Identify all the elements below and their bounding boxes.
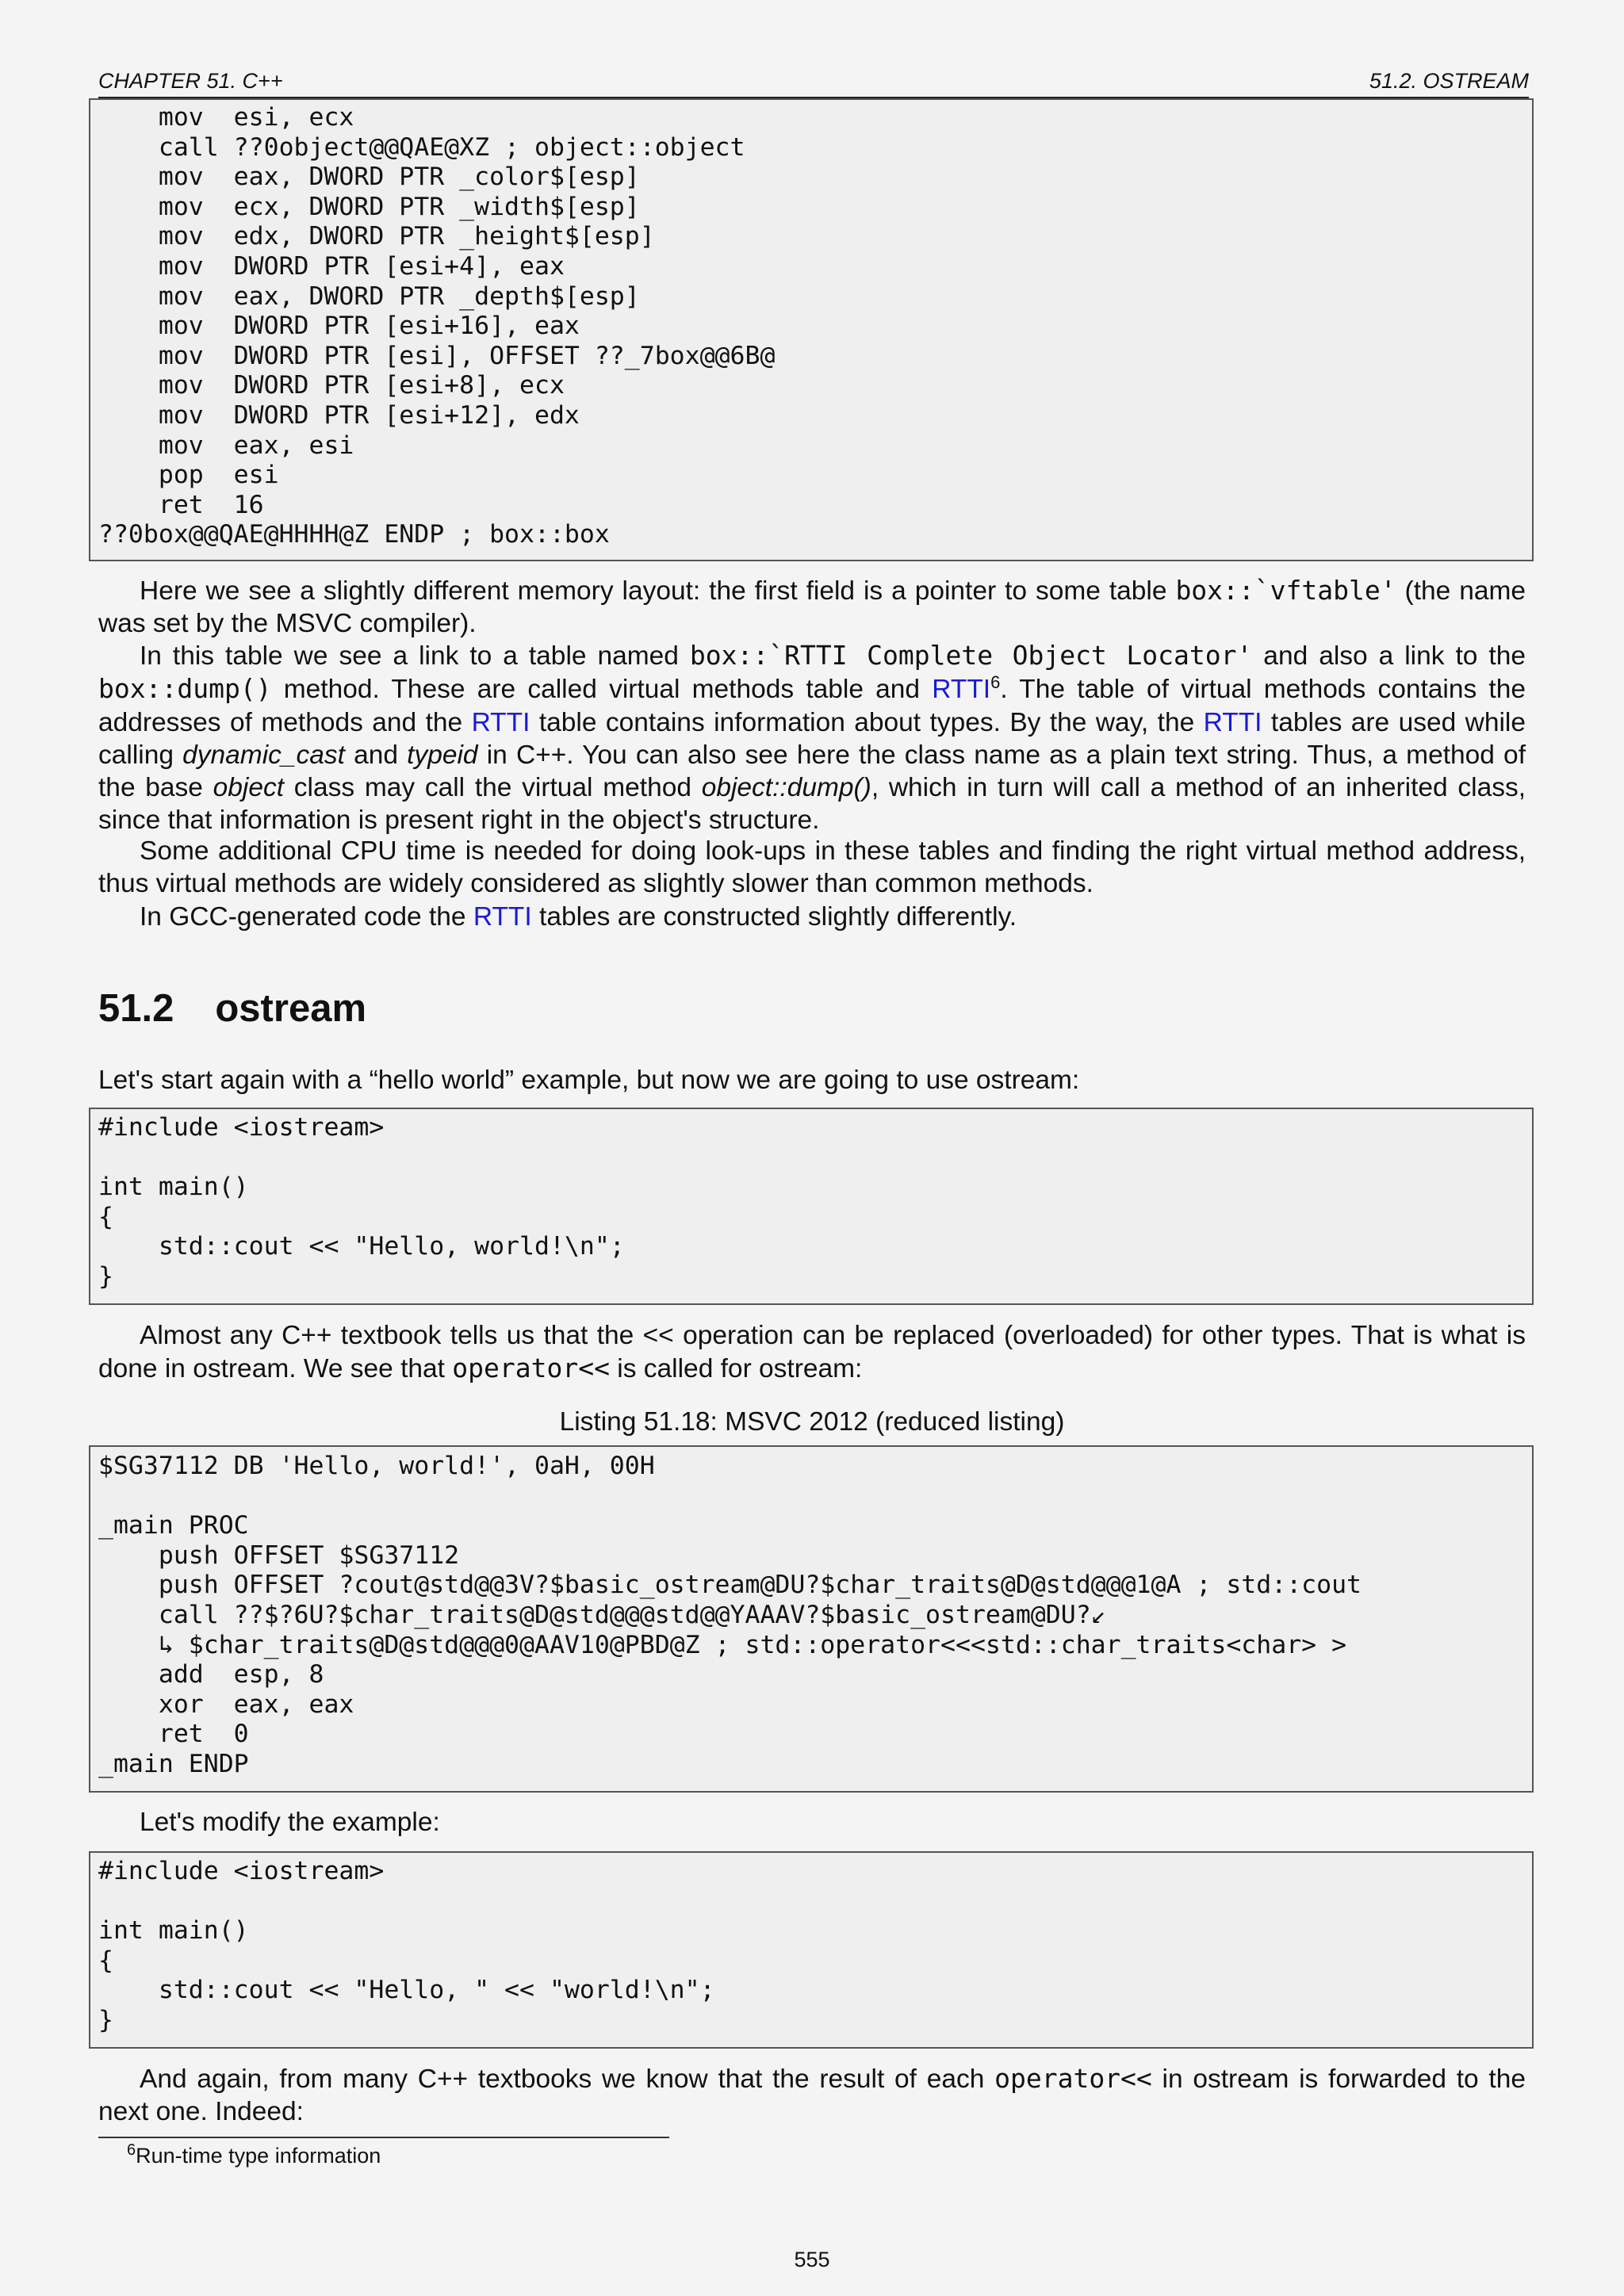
inline-code-operator: operator<< <box>452 1353 610 1384</box>
glossary-link-rtti[interactable]: RTTI <box>473 902 532 932</box>
footnote-number: 6 <box>127 2141 136 2159</box>
code-line: std::cout << "Hello, world!\n"; <box>98 1232 625 1261</box>
inline-code-rtti-locator: box::`RTTI Complete Object Locator' <box>689 640 1253 671</box>
code-line: mov DWORD PTR [esi+4], eax <box>98 251 565 281</box>
code-block-box-constructor <box>89 98 1534 561</box>
paragraph-gcc: In GCC-generated code the RTTI tables are constructed slightly differently. <box>140 902 1017 932</box>
inline-code-vftable: box::`vftable' <box>1175 575 1396 606</box>
code-line: _main PROC <box>98 1511 249 1540</box>
code-line: xor eax, eax <box>98 1689 354 1719</box>
code-line: add esp, 8 <box>98 1660 324 1689</box>
code-line: mov edx, DWORD PTR _height$[esp] <box>98 222 655 251</box>
code-line: push OFFSET ?cout@std@@3V?$basic_ostream@DU?$char_traits@D@std@@@1@A ; std::cout <box>98 1571 1362 1600</box>
code-line: std::cout << "Hello, " << "world!\n"; <box>98 1976 715 2005</box>
paragraph-rtti: In this table we see a link to a table named box::`RTTI Complete Object Locator' and also a link to the box::dump() method. These are called virtual methods table and RTTI$^6$. The table of virtual methods contains the addresses of methods and the RTTI table contains information about types. By the way, the RTTI tables are used while calling dynamic_cast and typeid in C++. You can also see here the class name as a plain text string. Thus, a method of the base object class may call the virtual method object::dump(), which in turn will call a method of an inherited class, since that information is present right in the object's structure. <box>98 640 1526 836</box>
code-line: mov eax, DWORD PTR _color$[esp] <box>98 163 640 192</box>
code-line: mov eax, esi <box>98 430 354 460</box>
footnote <box>127 2141 381 2168</box>
code-line: _main ENDP <box>98 1749 249 1778</box>
header-chapter: CHAPTER 51. C++ <box>98 69 283 93</box>
code-block-msvc-listing <box>89 1445 1534 1793</box>
code-line: call ??$?6U?$char_traits@D@std@@@std@@YAAAV?$basic_ostream@DU?↙ <box>98 1600 1106 1629</box>
running-header <box>98 68 1529 98</box>
code-line: #include <iostream> <box>98 1113 385 1142</box>
inline-code-dump: box::dump() <box>98 673 272 705</box>
page-number: 555 <box>794 2248 830 2271</box>
code-line: $SG37112 DB 'Hello, world!', 0aH, 00H <box>98 1452 655 1480</box>
paragraph-modify-example: Let's modify the example: <box>140 1808 440 1837</box>
code-line: call ??0object@@QAE@XZ ; object::object <box>98 132 745 162</box>
code-line: int main() <box>98 1916 249 1946</box>
code-line: mov DWORD PTR [esi+16], eax <box>98 312 580 341</box>
code-line: ret 0 <box>98 1720 249 1749</box>
footnote-text: Run-time type information <box>136 2144 381 2168</box>
glossary-link-rtti[interactable]: RTTI <box>471 707 530 737</box>
section-heading <box>98 986 366 1031</box>
listing-caption: Listing 51.18: MSVC 2012 (reduced listing) <box>559 1407 1065 1437</box>
inline-code-operator: operator<< <box>994 2063 1152 2094</box>
code-line: mov DWORD PTR [esi+8], ecx <box>98 371 565 400</box>
section-title: ostream <box>215 987 367 1030</box>
code-line: ↳ $char_traits@D@std@@@0@AAV10@PBD@Z ; std::operator<<<std::char_traits<char> > <box>98 1630 1347 1659</box>
code-line: ret 16 <box>98 490 264 519</box>
paragraph-vftable: Here we see a slightly different memory layout: the first field is a pointer to some table box::`vftable' (the name was set by the MSVC compiler). <box>98 575 1526 639</box>
code-line <box>98 1143 1532 1173</box>
glossary-link-rtti[interactable]: RTTI <box>1203 707 1262 737</box>
footnote-marker[interactable]: 6 <box>990 672 1001 693</box>
code-line: mov ecx, DWORD PTR _width$[esp] <box>98 192 640 221</box>
code-line: mov eax, DWORD PTR _depth$[esp] <box>98 281 640 311</box>
code-line: } <box>98 1261 113 1291</box>
code-line: int main() <box>98 1173 249 1202</box>
code-line: ??0box@@QAE@HHHH@Z ENDP ; box::box <box>98 520 610 549</box>
code-line: #include <iostream> <box>98 1857 385 1885</box>
glossary-link-rtti[interactable]: RTTI <box>932 675 991 705</box>
code-line <box>98 1482 1532 1512</box>
code-line: mov esi, ecx <box>98 103 354 132</box>
code-block-hello-world-modified <box>89 1851 1534 2049</box>
paragraph-forwarded: And again, from many C++ textbooks we know that the result of each operator<< in ostream is forwarded to the next one. Indeed: <box>98 2063 1526 2127</box>
code-block-hello-world <box>89 1108 1534 1305</box>
code-line: mov DWORD PTR [esi], OFFSET ??_7box@@6B@ <box>98 341 776 370</box>
paragraph-operator-overload: Almost any C++ textbook tells us that the << operation can be replaced (overloaded) for other types. That is what is done in ostream. We see that operator<< is called for ostream: <box>98 1321 1526 1384</box>
code-line: { <box>98 1202 113 1231</box>
code-line: { <box>98 1946 113 1975</box>
header-section: 51.2. OSTREAM <box>1369 69 1529 93</box>
footnote-divider <box>98 2137 669 2138</box>
paragraph-cpu-time: Some additional CPU time is needed for doing look-ups in these tables and finding the right virtual method address, thus virtual methods are widely considered as slightly slower than common methods. <box>98 836 1526 899</box>
code-line: pop esi <box>98 461 279 490</box>
section-number: 51.2 <box>98 987 174 1030</box>
code-line <box>98 1887 1532 1917</box>
code-line: } <box>98 2005 113 2034</box>
paragraph-hello-intro: Let's start again with a “hello world” example, but now we are going to use ostream: <box>98 1066 1080 1095</box>
code-line: push OFFSET $SG37112 <box>98 1540 460 1570</box>
code-line: mov DWORD PTR [esi+12], edx <box>98 400 580 430</box>
